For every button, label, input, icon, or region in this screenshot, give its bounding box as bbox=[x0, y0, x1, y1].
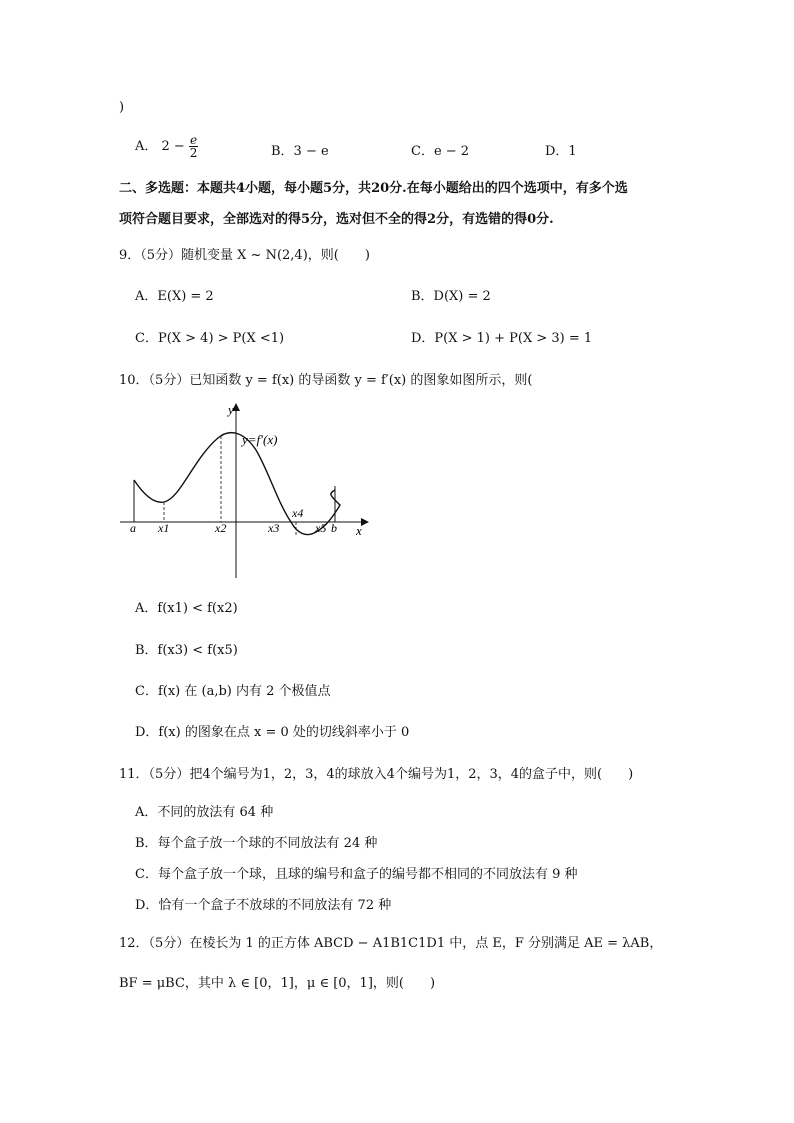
q9-option-c: C．P(X > 4) > P(X <1) bbox=[135, 331, 285, 346]
x-axis-label: x bbox=[356, 523, 362, 538]
q8-option-a bbox=[135, 134, 198, 159]
q9-option-d: D．P(X > 1) + P(X > 3) = 1 bbox=[411, 331, 593, 346]
q11-option-d: D．恰有一个盒子不放球的不同放法有 72 种 bbox=[135, 898, 392, 913]
derivative-graph bbox=[118, 398, 378, 588]
q11-option-b: B．每个盒子放一个球的不同放法有 24 种 bbox=[135, 836, 378, 851]
derivative-curve bbox=[134, 433, 340, 535]
q10-option-c: C．f(x) 在 (a,b) 内有 2 个极值点 bbox=[135, 684, 331, 699]
q10-stem: 10．（5分）已知函数 y = f(x) 的导函数 y = f′(x) 的图象如图所示，则( bbox=[119, 373, 533, 388]
q10-option-d: D．f(x) 的图象在点 x = 0 处的切线斜率小于 0 bbox=[135, 725, 410, 740]
q11-option-a: A．不同的放法有 64 种 bbox=[135, 805, 274, 820]
q8-option-a-fraction bbox=[189, 134, 198, 159]
fraction-denominator: 2 bbox=[189, 146, 198, 160]
q8-option-a-label: A． bbox=[135, 139, 158, 154]
q12-line2: BF = μBC，其中 λ ∈ [0，1]，μ ∈ [0，1]，则( ) bbox=[119, 976, 436, 991]
curve-label: y=f′(x) bbox=[242, 432, 278, 447]
q12-line1: 12．（5分）在棱长为 1 的正方体 ABCD − A1B1C1D1 中，点 E，F 分别满足 AE = λAB， bbox=[119, 936, 663, 951]
q11-stem: 11．（5分）把4个编号为1，2，3，4的球放入4个编号为1，2，3，4的盒子中，则( ) bbox=[119, 767, 634, 782]
q8-option-b: B．3 − e bbox=[271, 144, 329, 159]
q9-stem: 9．（5分）随机变量 X ~ N(2,4)，则( ) bbox=[119, 248, 370, 263]
section2-line2: 项符合题目要求，全部选对的得5分，选对但不全的得2分，有选错的得0分. bbox=[119, 212, 554, 227]
fraction-numerator: e bbox=[189, 133, 198, 147]
q8-option-a-expr: 2 − bbox=[161, 139, 185, 154]
point-x3-label: x3 bbox=[268, 521, 280, 535]
q8-option-c: C．e − 2 bbox=[411, 144, 470, 159]
point-x5-label: x5 bbox=[315, 521, 327, 535]
point-x1-label: x1 bbox=[158, 521, 170, 535]
top-fragment: ) bbox=[119, 100, 125, 115]
point-x2-label: x2 bbox=[215, 521, 227, 535]
q9-option-b: B．D(X) = 2 bbox=[411, 289, 491, 304]
point-x4-label: x4 bbox=[292, 506, 304, 520]
section2-line1: 二、多选题：本题共4小题，每小题5分，共20分.在每小题给出的四个选项中，有多个选 bbox=[119, 181, 628, 196]
q11-option-c: C．每个盒子放一个球，且球的编号和盒子的编号都不相同的不同放法有 9 种 bbox=[135, 867, 578, 882]
point-a-label: a bbox=[130, 521, 136, 535]
point-b-label: b bbox=[331, 521, 337, 535]
q8-option-d: D．1 bbox=[545, 144, 577, 159]
q10-option-a: A．f(x1) < f(x2) bbox=[135, 601, 238, 616]
q10-option-b: B．f(x3) < f(x5) bbox=[135, 643, 238, 658]
y-axis-label: y bbox=[228, 402, 234, 417]
q9-option-a: A．E(X) = 2 bbox=[135, 289, 214, 304]
